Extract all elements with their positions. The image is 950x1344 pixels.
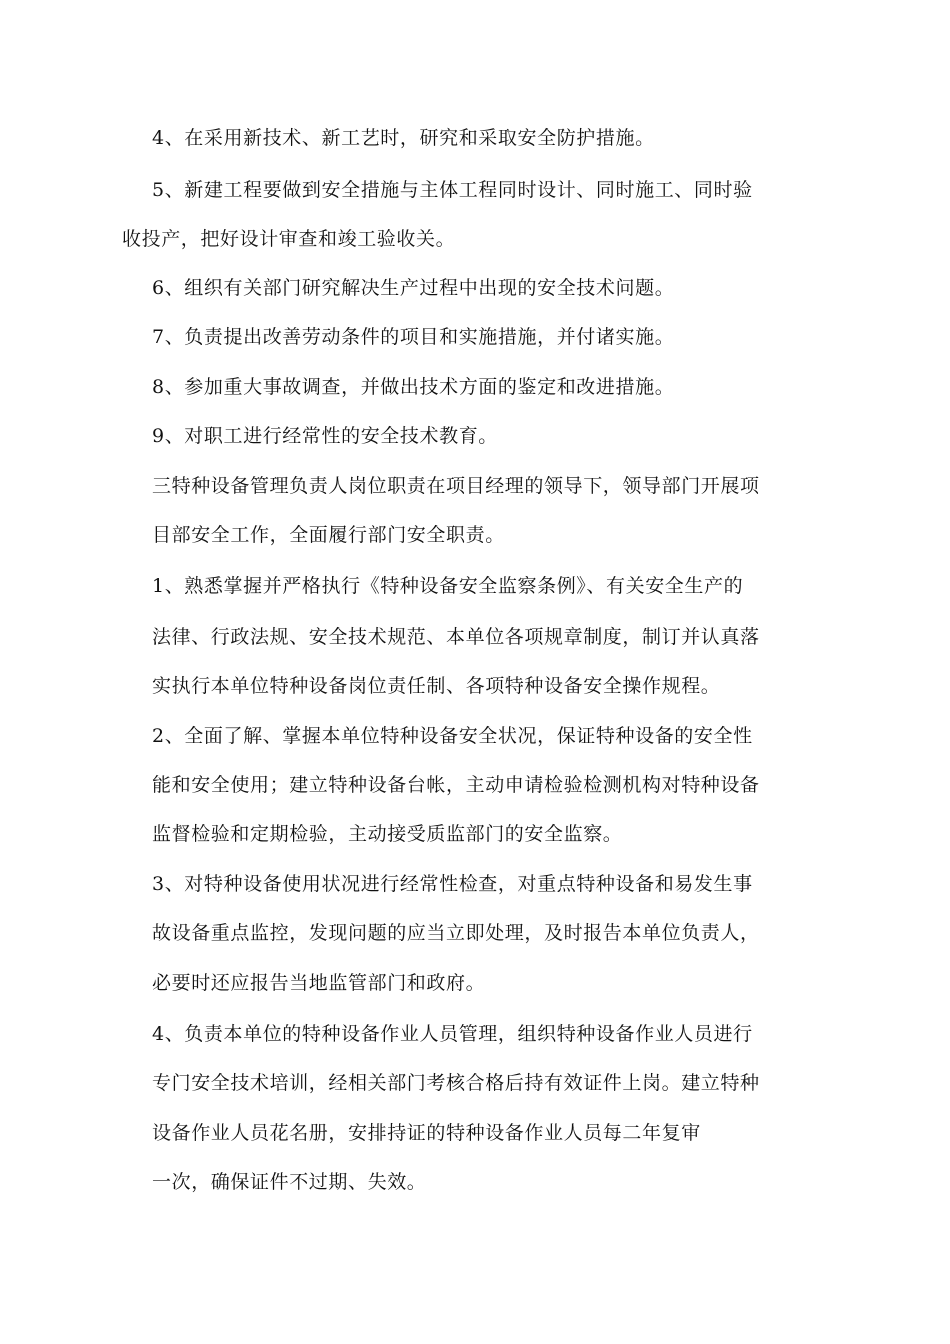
text-line: 4、在采用新技术、新工艺时，研究和采取安全防护措施。 [152, 127, 655, 149]
text-line: 收投产，把好设计审查和竣工验收关。 [122, 228, 456, 250]
text-line: 2、全面了解、掌握本单位特种设备安全状况，保证特种设备的安全性 [152, 725, 753, 747]
text-line: 9、对职工进行经常性的安全技术教育。 [152, 425, 498, 447]
text-line: 必要时还应报告当地监管部门和政府。 [152, 972, 486, 994]
text-line: 监督检验和定期检验，主动接受质监部门的安全监察。 [152, 823, 623, 845]
text-line: 能和安全使用；建立特种设备台帐，主动申请检验检测机构对特种设备 [152, 774, 760, 796]
text-line: 专门安全技术培训，经相关部门考核合格后持有效证件上岗。建立特种 [152, 1072, 760, 1094]
text-line: 设备作业人员花名册，安排持证的特种设备作业人员每二年复审 [152, 1122, 701, 1144]
text-line: 目部安全工作，全面履行部门安全职责。 [152, 524, 505, 546]
text-line: 故设备重点监控，发现问题的应当立即处理，及时报告本单位负责人， [152, 922, 760, 944]
text-line: 三特种设备管理负责人岗位职责在项目经理的领导下，领导部门开展项 [152, 475, 760, 497]
text-line: 5、新建工程要做到安全措施与主体工程同时设计、同时施工、同时验 [152, 179, 753, 201]
text-line: 1、熟悉掌握并严格执行《特种设备安全监察条例》、有关安全生产的 [152, 575, 744, 597]
text-line: 4、负责本单位的特种设备作业人员管理，组织特种设备作业人员进行 [152, 1023, 753, 1045]
text-line: 法律、行政法规、安全技术规范、本单位各项规章制度，制订并认真落 [152, 626, 760, 648]
text-line: 实执行本单位特种设备岗位责任制、各项特种设备安全操作规程。 [152, 675, 721, 697]
text-line: 6、组织有关部门研究解决生产过程中出现的安全技术问题。 [152, 277, 675, 299]
text-line: 一次，确保证件不过期、失效。 [152, 1171, 427, 1193]
text-line: 3、对特种设备使用状况进行经常性检查，对重点特种设备和易发生事 [152, 873, 753, 895]
text-line: 8、参加重大事故调查，并做出技术方面的鉴定和改进措施。 [152, 376, 675, 398]
text-line: 7、负责提出改善劳动条件的项目和实施措施，并付诸实施。 [152, 326, 675, 348]
